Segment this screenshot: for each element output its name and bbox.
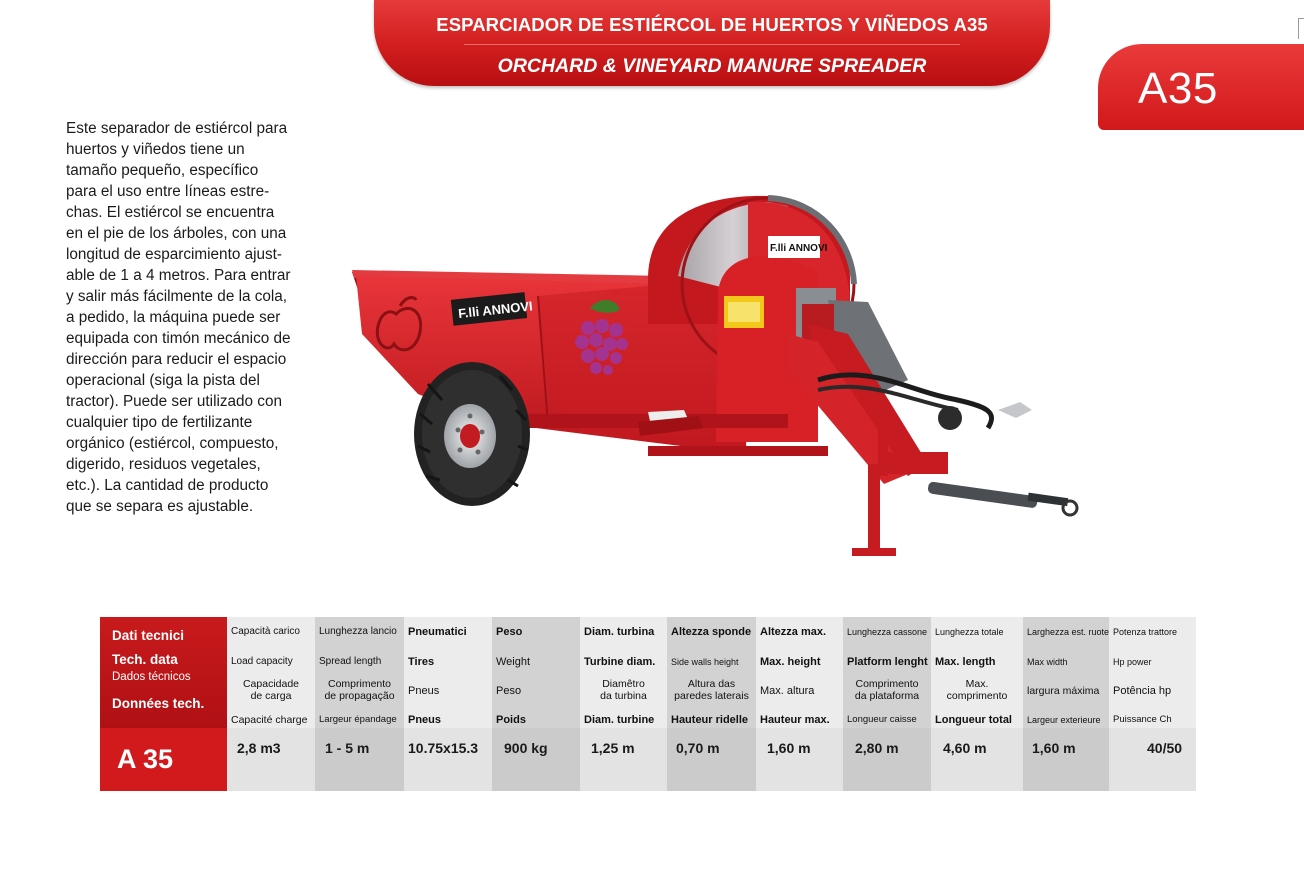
spec-label-portuguese: Max. altura: [760, 685, 815, 697]
spec-label-english: Max width: [1027, 657, 1068, 667]
spec-label-french: Largeur épandage: [319, 714, 397, 725]
spec-label-french: Puissance Ch: [1113, 714, 1172, 725]
spec-label-portuguese: Peso: [496, 685, 522, 697]
wheel: [414, 362, 530, 506]
spec-label-french: Capacité charge: [231, 714, 308, 726]
spec-label-portuguese: Diamêtro da turbina: [600, 678, 647, 702]
spec-value: 900 kg: [504, 740, 548, 756]
table-label-cell: [100, 617, 227, 728]
spec-label-portuguese: Pneus: [408, 685, 440, 697]
spec-header-cell: [227, 617, 315, 728]
title-spanish: ESPARCIADOR DE ESTIÉRCOL DE HUERTOS Y VIÑEDOS A35: [436, 14, 988, 35]
spec-label-english: Load capacity: [231, 656, 293, 667]
spec-column: [756, 617, 843, 791]
brand-plate-drum: F.lli ANNOVI: [770, 243, 828, 254]
spec-label-italian: Altezza max.: [760, 626, 827, 638]
spec-value-cell: [492, 728, 580, 791]
spec-label-french: Longueur caisse: [847, 714, 917, 725]
spec-column: [931, 617, 1023, 791]
spec-label-french: Hauteur ridelle: [671, 714, 749, 726]
spec-column: [580, 617, 667, 791]
spec-value: 40/50: [1147, 740, 1183, 756]
spec-label-english: Max. length: [935, 656, 996, 668]
spec-header-cell: [492, 617, 580, 728]
spec-label-portuguese: Altura das paredes laterais: [674, 678, 749, 702]
spec-value-cell: [1109, 728, 1196, 791]
spec-value: 1 - 5 m: [325, 740, 370, 756]
spec-label-french: Pneus: [408, 714, 442, 726]
spec-value-cell: [580, 728, 667, 791]
manure-spreader-illustration: [348, 184, 1088, 576]
spec-label-italian: Capacità carico: [231, 626, 300, 637]
spec-column: [667, 617, 756, 791]
spec-label-portuguese: largura máxima: [1027, 685, 1100, 697]
spec-column: [227, 617, 315, 791]
spec-label-italian: Pneumatici: [408, 626, 467, 638]
spec-column: [404, 617, 492, 791]
spec-value: 1,60 m: [1032, 740, 1076, 756]
header-banner: [374, 0, 1050, 86]
spec-label-italian: Potenza trattore: [1113, 627, 1178, 637]
spec-label-italian: Lunghezza totale: [935, 627, 1004, 637]
model-tab: [1098, 44, 1304, 130]
spec-value: 0,70 m: [676, 740, 720, 756]
spec-label-english: Spread length: [319, 656, 382, 667]
spec-column: [315, 617, 404, 791]
spec-label-english: Max. height: [760, 656, 821, 668]
spec-label-english: Tires: [408, 656, 435, 668]
label-english: Tech. data: [112, 652, 178, 667]
spec-value: 2,8 m3: [237, 740, 281, 756]
spec-header-cell: [667, 617, 756, 728]
spec-header-cell: [931, 617, 1023, 728]
spec-label-italian: Peso: [496, 626, 523, 638]
banner-divider: [464, 44, 960, 45]
spec-value-cell: [315, 728, 404, 791]
spec-label-portuguese: Potência hp: [1113, 685, 1172, 697]
spec-label-french: Largeur exterieure: [1027, 715, 1101, 725]
spec-label-french: Poids: [496, 714, 526, 726]
spec-label-portuguese: Comprimento da plataforma: [854, 678, 920, 702]
spec-label-italian: Larghezza est. ruote: [1027, 627, 1110, 637]
spec-table: [100, 617, 1196, 791]
spec-label-portuguese: Capacidade de carga: [242, 678, 300, 702]
spec-label-italian: Lunghezza lancio: [319, 626, 397, 637]
spec-label-english: Turbine diam.: [584, 656, 656, 668]
spec-value-cell: [404, 728, 492, 791]
spec-label-english: Platform lenght: [847, 656, 928, 668]
spec-column: [492, 617, 580, 791]
label-french: Données tech.: [112, 696, 205, 711]
spec-label-portuguese: Max. comprimento: [946, 678, 1008, 702]
spec-column: [1109, 617, 1196, 791]
table-model-label: A 35: [117, 744, 174, 774]
table-model-cell: [100, 728, 227, 791]
label-italian: Dati tecnici: [112, 628, 185, 643]
spec-label-italian: Altezza sponde: [671, 626, 752, 638]
spec-header-cell: [1109, 617, 1196, 728]
spec-value-cell: [931, 728, 1023, 791]
spec-value-cell: [756, 728, 843, 791]
spec-header-cell: [580, 617, 667, 728]
title-english: ORCHARD & VINEYARD MANURE SPREADER: [497, 55, 927, 77]
spec-value: 4,60 m: [943, 740, 987, 756]
spec-header-cell: [315, 617, 404, 728]
spec-value: 2,80 m: [855, 740, 899, 756]
spec-value: 1,60 m: [767, 740, 811, 756]
spec-value-cell: [667, 728, 756, 791]
product-description: Este separador de estiércol para huertos y viñedos tiene un tamaño pequeño, específico para el uso entre líneas estre- chas. El estiércol se encuentra en el pie de los árboles, con una longitud de esparcimiento ajust- able de 1 a 4 metros. Para entrar y salir más fácilmente de la cola, a pedido, la máquina puede ser equipada con timón mecánico de dirección para reducir el espacio operacional (siga la pista del tractor). Puede ser utilizado con cualquier tipo de fertilizante orgánico (estiércol, compuesto, digerido, residuos vegetales, etc.). La cantidad de producto que se separa es ajustable.: [66, 120, 291, 515]
spec-label-french: Hauteur max.: [760, 714, 830, 726]
brand-plate-side: F.lli ANNOVI: [457, 298, 534, 322]
spec-label-french: Diam. turbine: [584, 714, 655, 726]
spec-header-cell: [1023, 617, 1109, 728]
spec-value-cell: [1023, 728, 1109, 791]
spec-label-french: Longueur total: [935, 714, 1012, 726]
spec-header-cell: [756, 617, 843, 728]
spec-label-english: Side walls height: [671, 657, 739, 667]
spec-value-cell: [843, 728, 931, 791]
spec-value-cell: [227, 728, 315, 791]
spec-label-english: Hp power: [1113, 657, 1152, 667]
spec-label-portuguese: Comprimento de propagação: [324, 678, 395, 702]
label-portuguese: Dados técnicos: [112, 671, 191, 683]
spec-label-english: Weight: [496, 656, 531, 668]
spec-column: [843, 617, 931, 791]
spec-column: [1023, 617, 1109, 791]
model-tab-label: A35: [1138, 64, 1218, 113]
spec-value: 1,25 m: [591, 740, 635, 756]
spec-header-cell: [404, 617, 492, 728]
spec-label-italian: Diam. turbina: [584, 626, 655, 638]
corner-crop-mark: [1298, 18, 1304, 39]
spec-value: 10.75x15.3: [408, 740, 479, 756]
spec-header-cell: [843, 617, 931, 728]
spec-label-italian: Lunghezza cassone: [847, 627, 928, 637]
